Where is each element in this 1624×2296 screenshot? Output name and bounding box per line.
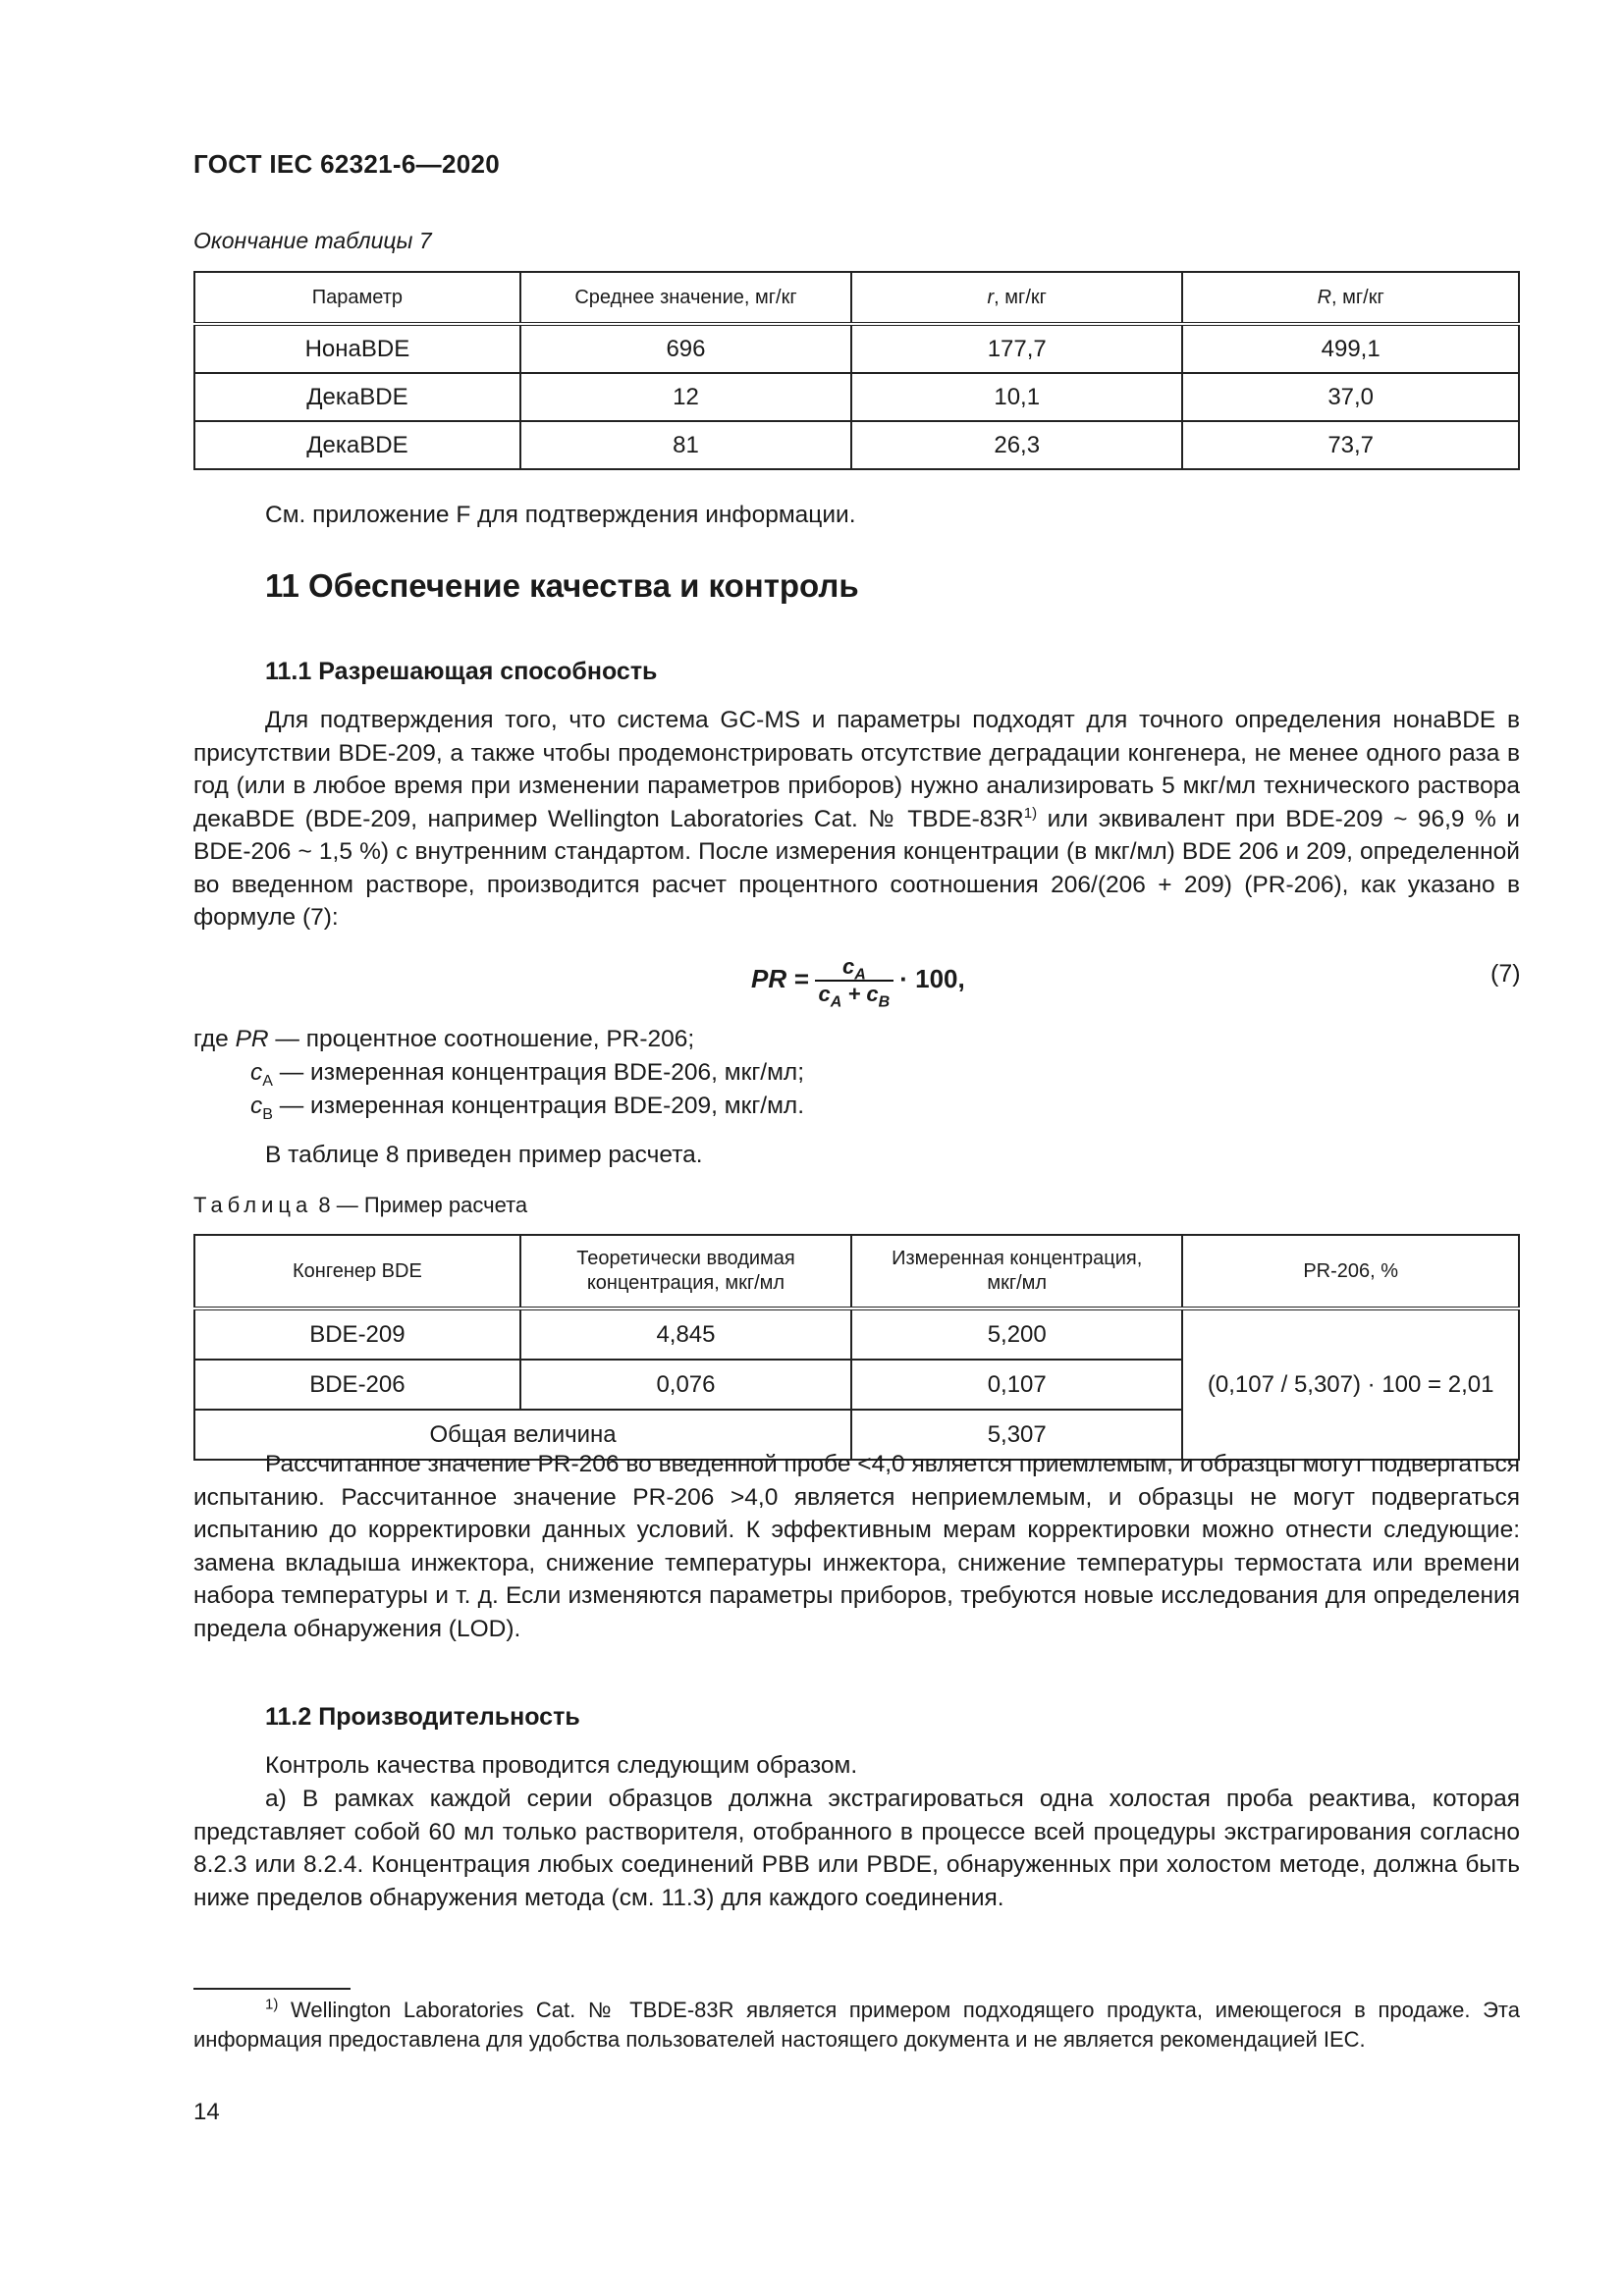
table-cell: BDE-206 [194, 1360, 520, 1410]
list-item-a: а) В рамках каждой серии образцов должна экстрагироваться одна холостая проба реактива, которая представляет собой 60 мл только растворителя, отобранного в процессе всей процедуры экстрагирования согласно 8.2.3 или 8.2.4. Концентрация любых соединений PBB или PBDE, обнаруженных при холостом методе, должна быть ниже пределов обнаружения метода (см. 11.3) для каждого соединения. [193, 1786, 1520, 1911]
section-title: 11 Обеспечение качества и контроль [265, 567, 859, 604]
footnote-text: Wellington Laboratories Cat. № TBDE-83R является примером подходящего продукта, имеющегося в продаже. Эта информация предоставлена для удобства пользователей настоящего документа и не является рекомендацией IEC. [193, 1998, 1520, 2052]
table-header-cell: r, мг/кг [851, 272, 1182, 324]
table-8 [193, 1234, 1520, 1461]
where-line-cb [250, 1090, 804, 1123]
table-cell: ДекаBDE [194, 373, 520, 421]
table-row [194, 1308, 1519, 1360]
table-header-cell: Измеренная концентрация, мкг/мл [851, 1235, 1182, 1308]
subsection-title-11-1: 11.1 Разрешающая способность [265, 658, 658, 685]
table-cell: 10,1 [851, 373, 1182, 421]
table-cell: 696 [520, 324, 851, 373]
table-cell: 499,1 [1182, 324, 1519, 373]
table-header-cell: R, мг/кг [1182, 272, 1519, 324]
symbol-subscript: A [262, 1072, 273, 1090]
table-header-cell: Параметр [194, 272, 520, 324]
table-row [194, 324, 1519, 373]
symbol-c: c [250, 1093, 263, 1119]
table-header-cell: Среднее значение, мг/кг [520, 272, 851, 324]
where-line-pr [193, 1023, 694, 1056]
formula-7 [751, 954, 965, 1011]
table-header-row [194, 1235, 1519, 1308]
table-header-cell: PR-206, % [1182, 1235, 1519, 1308]
where-prefix: где [193, 1026, 236, 1052]
table-7 [193, 271, 1520, 470]
where-text: — измеренная концентрация BDE-206, мкг/мл; [272, 1059, 805, 1086]
footnote-reference[interactable]: 1) [1023, 804, 1038, 822]
document-header: ГОСТ IEC 62321-6—2020 [193, 149, 500, 179]
caption-text: 8 — Пример расчета [312, 1193, 528, 1217]
paragraph-qc-intro: Контроль качества проводится следующим образом. [265, 1752, 858, 1779]
footnote-mark: 1) [265, 1996, 279, 2013]
table-cell: 0,107 [851, 1360, 1182, 1410]
footnote-divider [193, 1988, 351, 1990]
note-paragraph: См. приложение F для подтверждения информации. [265, 502, 856, 528]
table-cell: 81 [520, 421, 851, 469]
formula-lhs: PR = [751, 963, 809, 993]
table-cell: 5,200 [851, 1308, 1182, 1360]
caption-word: Таблица [193, 1193, 313, 1217]
paragraph-text: или эквивалент при BDE-209 ~ 96,9 % и BDE-206 ~ 1,5 %) с внутренним стандартом. После измерения концентрации (в мкг/мл) BDE 206 и 209, определенной во введенном растворе, производится расчет процентного соотношения 206/(206 + 209) (PR-206), как указано в формуле (7): [193, 805, 1520, 931]
table8-caption [193, 1193, 527, 1218]
table-header-cell: Теоретически вводимая концентрация, мкг/мл [520, 1235, 851, 1308]
table-header-row [194, 272, 1519, 324]
total-value-cell: 5,307 [851, 1410, 1182, 1460]
subsection-title-11-2: 11.2 Производительность [265, 1703, 580, 1731]
table-cell: 177,7 [851, 324, 1182, 373]
paragraph-pr206: Рассчитанное значение PR-206 во введенной пробе <4,0 является приемлемым, и образцы могут подвергаться испытанию. Рассчитанное значение PR-206 >4,0 является неприемлемым, и образцы не могут подвергаться испытанию до корректировки данных условий. К эффективным мерам корректировки можно отнести следующие: замена вкладыша инжектора, снижение температуры инжектора, снижение температуры термостата или времени набора температуры и т. д. Если изменяются параметры приборов, требуются новые исследования для определения предела обнаружения (LOD). [193, 1451, 1520, 1642]
formula-numerator: $c_A$ [815, 954, 894, 982]
symbol-c: c [250, 1059, 263, 1086]
formula-number: (7) [1490, 960, 1521, 988]
page-number: 14 [193, 2099, 220, 2125]
table7-caption: Окончание таблицы 7 [193, 228, 432, 253]
table-cell: НонаBDE [194, 324, 520, 373]
formula-denominator: $c_A + c_B$ [818, 982, 891, 1011]
where-text: — измеренная концентрация BDE-209, мкг/мл. [272, 1093, 805, 1119]
table-cell: 4,845 [520, 1308, 851, 1360]
example-intro: В таблице 8 приведен пример расчета. [265, 1142, 703, 1168]
symbol-pr: PR [235, 1026, 269, 1052]
table-cell: ДекаBDE [194, 421, 520, 469]
table-row [194, 421, 1519, 469]
symbol-subscript: B [262, 1105, 273, 1123]
table-cell: 12 [520, 373, 851, 421]
footnote [193, 1996, 1520, 2055]
formula-fraction [815, 954, 894, 1011]
table-cell: BDE-209 [194, 1308, 520, 1360]
pr206-result-cell: (0,107 / 5,307) · 100 = 2,01 [1182, 1308, 1519, 1460]
header-italic-r: r [987, 286, 995, 308]
paragraph-text: Для подтверждения того, что система GC-MS и параметры подходят для точного определения нонаBDE в присутствии BDE-209, а также чтобы продемонстрировать отсутствие деградации конгенера, не менее одного раза в год (или в любое время при изменении параметров приборов) нужно анализировать 5 мкг/мл технического раствора декаBDE (BDE-209, например Wellington Laboratories Cat. № TBDE-83R [193, 707, 1520, 832]
table-cell: 37,0 [1182, 373, 1519, 421]
where-text: — процентное соотношение, PR-206; [268, 1026, 695, 1052]
where-line-ca [250, 1056, 804, 1090]
table-row [194, 373, 1519, 421]
header-italic-R: R [1317, 286, 1332, 308]
table-cell: 73,7 [1182, 421, 1519, 469]
formula-tail: · 100, [899, 963, 965, 993]
table-cell: 26,3 [851, 421, 1182, 469]
table-cell: 0,076 [520, 1360, 851, 1410]
table-header-cell: Конгенер BDE [194, 1235, 520, 1308]
paragraph-resolution [193, 704, 1520, 934]
total-label-cell: Общая величина [194, 1410, 851, 1460]
